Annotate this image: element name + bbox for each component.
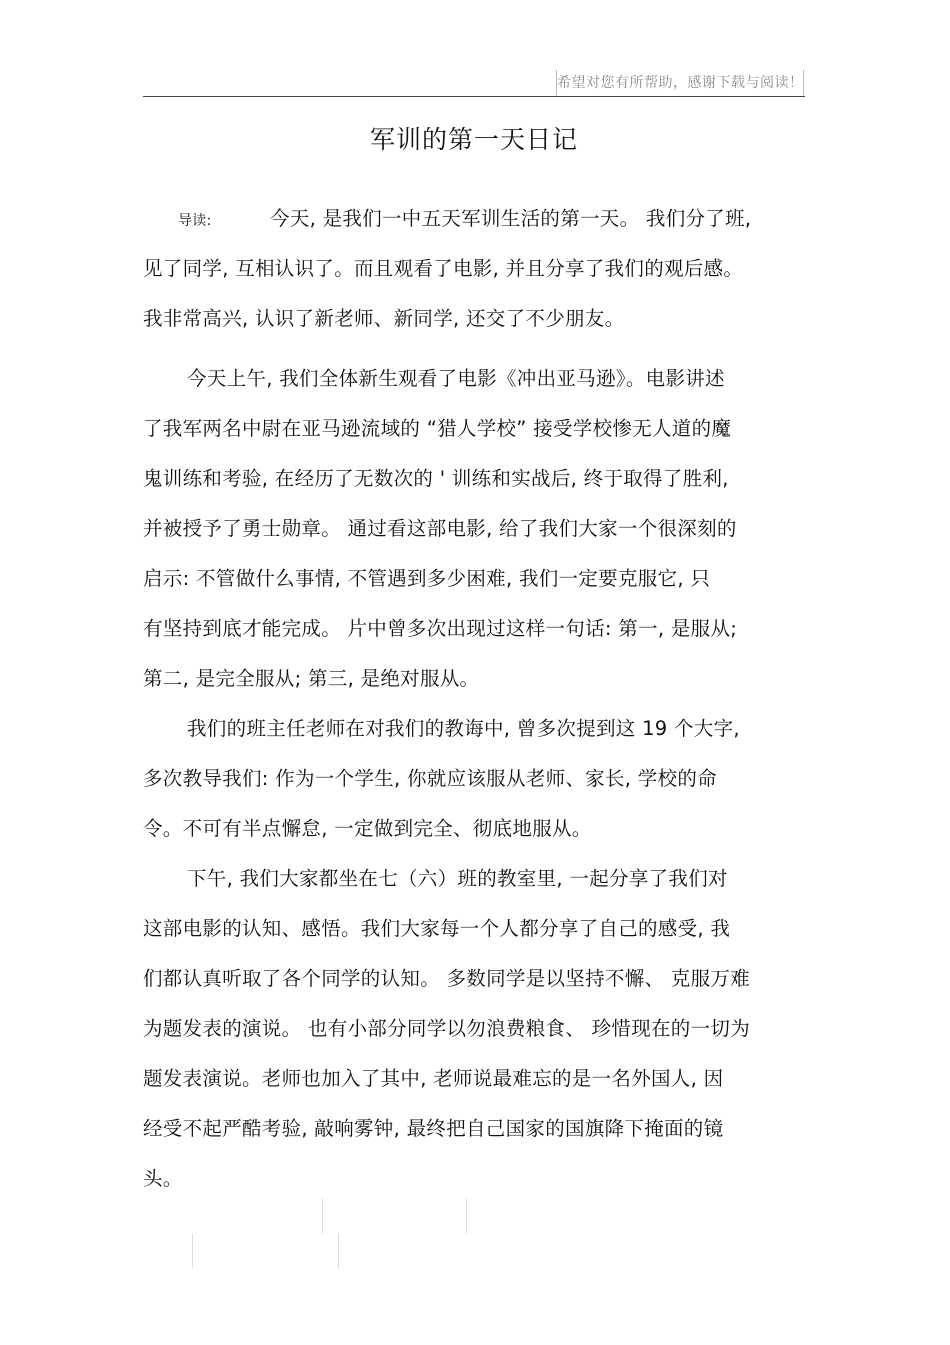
paragraph-line: 令。不可有半点懈怠, 一定做到完全、彻底地服从。: [143, 817, 592, 840]
paragraph-line: 经受不起严酷考验, 敲响雾钟, 最终把自己国家的国旗降下掩面的镜: [143, 1117, 724, 1140]
paragraph-line: 今天上午, 我们全体新生观看了电影《冲出亚马逊》。电影讲述: [187, 367, 725, 390]
lead-label: 导读:: [178, 213, 212, 229]
paragraph-gap: [143, 344, 805, 354]
paragraph-line: 头。: [143, 1167, 183, 1190]
paragraph-line: 启示: 不管做什么事情, 不管遇到多少困难, 我们一定要克服它, 只: [143, 567, 711, 590]
paragraph-line: 题发表演说。老师也加入了其中, 老师说最难忘的是一名外国人, 因: [143, 1067, 724, 1090]
lead-text: 今天, 是我们一中五天军训生活的第一天。 我们分了班,: [270, 207, 752, 230]
paragraph-line: 了我军两名中尉在亚马逊流域的 “猎人学校” 接受学校惨无人道的魔: [143, 417, 732, 440]
paragraph-line: 第二, 是完全服从; 第三, 是绝对服从。: [143, 667, 480, 690]
paragraph-line: 们都认真听取了各个同学的认知。 多数同学是以坚持不懈、 克服万难: [143, 967, 750, 990]
paragraph-line: 下午, 我们大家都坐在七（六）班的教室里, 一起分享了我们对: [187, 867, 728, 890]
paragraph-line: 有坚持到底才能完成。 片中曾多次出现过这样一句话: 第一, 是服从;: [143, 617, 738, 640]
paragraph-line: 多次教导我们: 作为一个学生, 你就应该服从老师、家长, 学校的命: [143, 767, 717, 790]
paragraph-line: 鬼训练和考验, 在经历了无数次的 ' 训练和实战后, 终于取得了胜利,: [143, 467, 729, 490]
lead-line: 见了同学, 互相认识了。而且观看了电影, 并且分享了我们的观后感。: [143, 257, 744, 280]
lead-line: [143, 194, 805, 244]
header-rule: [143, 96, 805, 97]
scan-artifact-line: [466, 1198, 467, 1234]
paragraph-line: 为题发表的演说。 也有小部分同学以勿浪费粮食、 珍惜现在的一切为: [143, 1017, 750, 1040]
paragraph-line: 并被授予了勇士勋章。 通过看这部电影, 给了我们大家一个很深刻的: [143, 517, 737, 540]
lead-line: 我非常高兴, 认识了新老师、新同学, 还交了不少朋友。: [143, 307, 625, 330]
paragraph-line: 我们的班主任老师在对我们的教诲中, 曾多次提到这 19 个大字,: [187, 717, 740, 740]
paragraph-line: 这部电影的认知、感悟。我们大家每一个人都分享了自己的感受, 我: [143, 917, 731, 940]
header-note: 希望对您有所帮助，感谢下载与阅读！: [556, 70, 804, 96]
document-body: [143, 194, 805, 1204]
document-title: 军训的第一天日记: [369, 125, 578, 154]
scan-artifact-line: [338, 1234, 339, 1268]
scan-artifact-line: [322, 1198, 323, 1234]
scan-artifact-line: [192, 1234, 193, 1268]
